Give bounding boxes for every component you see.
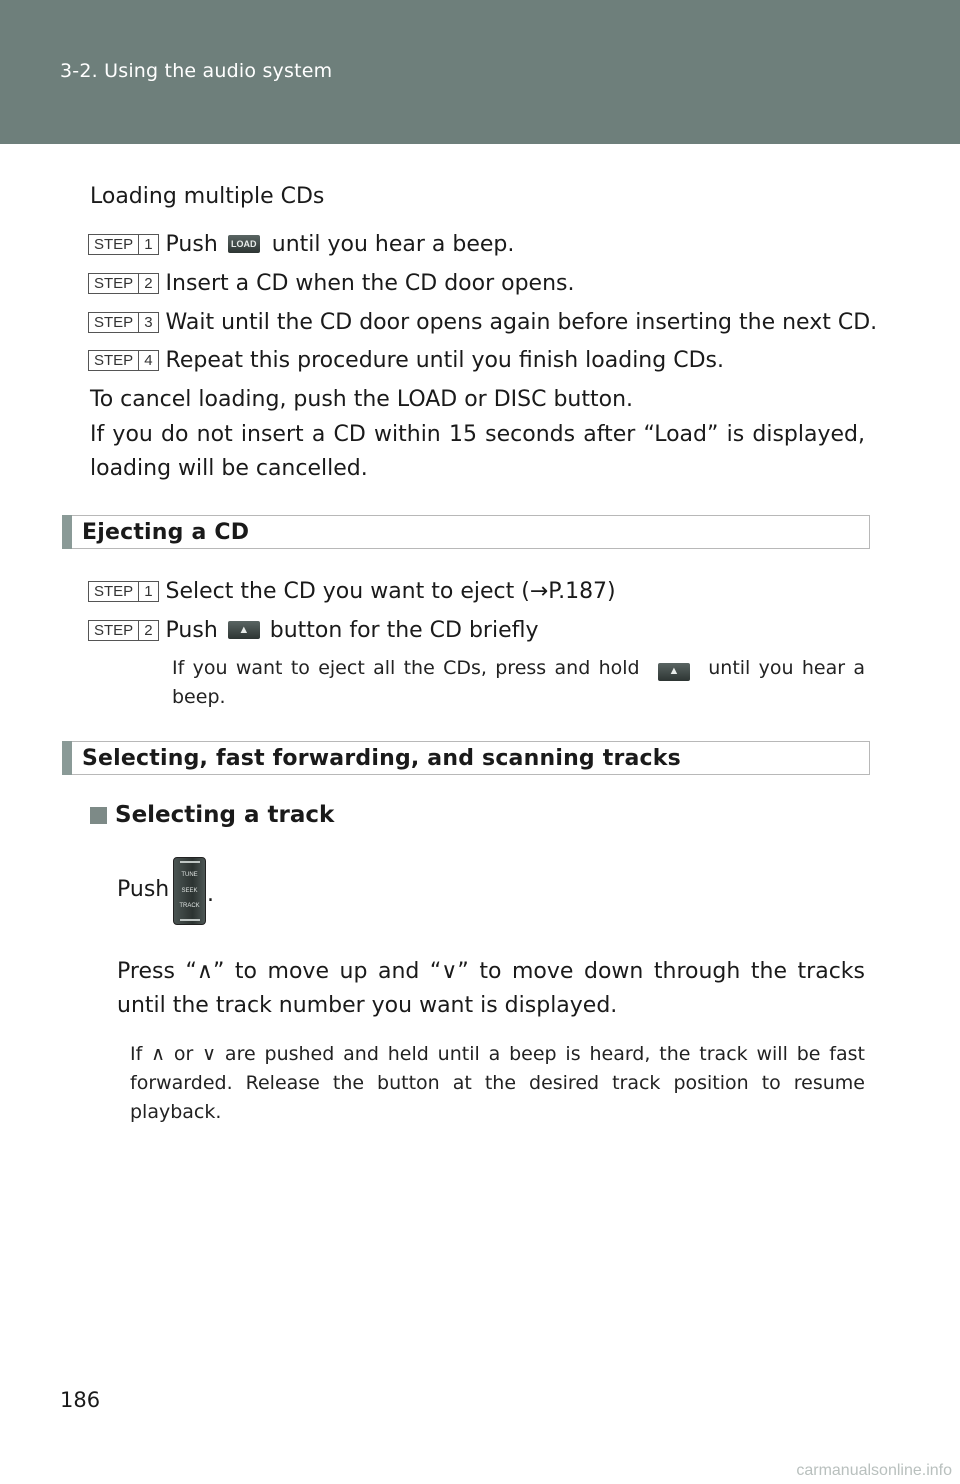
cancel-text: To cancel loading, push the LOAD or DISC button. [90, 387, 634, 412]
eject-icon: ▲ [658, 663, 690, 681]
push-end: . [207, 882, 214, 907]
tracks-heading: Selecting, fast forwarding, and scanning tracks [62, 741, 870, 775]
step-badge: STEP 1 [88, 234, 159, 255]
eject-step-1: STEP 1 Select the CD you want to eject (→P.187) [88, 577, 616, 605]
heading-accent [62, 515, 72, 549]
page-header [0, 0, 960, 144]
timeout-text: If you do not insert a CD within 15 seconds after “Load” is displayed, loading will be cancelled. [90, 422, 865, 481]
load-button-icon: LOAD [228, 235, 260, 253]
track-note: If ∧ or ∨ are pushed and held until a beep is heard, the track will be fast forwarded. Release the button at the desired track position to resume playback. [130, 1043, 865, 1123]
step-badge: STEP 2 [88, 273, 159, 294]
heading-accent [62, 741, 72, 775]
push-label: Push [117, 877, 170, 902]
loading-step-3: STEP 3 Wait until the CD door opens again before inserting the next CD. [88, 308, 877, 336]
step-badge: STEP 2 [88, 620, 159, 641]
loading-step-4: STEP 4 Repeat this procedure until you finish loading CDs. [88, 346, 724, 374]
eject-icon: ▲ [228, 621, 260, 639]
eject-heading: Ejecting a CD [62, 515, 870, 549]
square-bullet-icon [90, 807, 107, 824]
page-number: 186 [60, 1388, 101, 1412]
eject-note: If you want to eject all the CDs, press and hold ▲ until you hear a beep. [172, 657, 866, 708]
selecting-track-subheading: Selecting a track [90, 802, 334, 828]
watermark: carmanualsonline.info [796, 1462, 952, 1479]
loading-step-1: STEP 1 Push LOAD until you hear a beep. [88, 230, 514, 258]
step-badge: STEP 1 [88, 581, 159, 602]
section-title: 3-2. Using the audio system [60, 60, 333, 82]
press-text: Press “∧” to move up and “∨” to move down through the tracks until the track number you want is displayed. [117, 959, 865, 1018]
tune-seek-track-button-icon: TUNE SEEK TRACK [173, 857, 206, 925]
step-badge: STEP 4 [88, 350, 159, 371]
loading-step-2: STEP 2 Insert a CD when the CD door opens. [88, 269, 574, 297]
loading-title: Loading multiple CDs [90, 184, 325, 209]
eject-step-2: STEP 2 Push ▲ button for the CD briefly [88, 616, 539, 644]
step-badge: STEP 3 [88, 312, 159, 333]
